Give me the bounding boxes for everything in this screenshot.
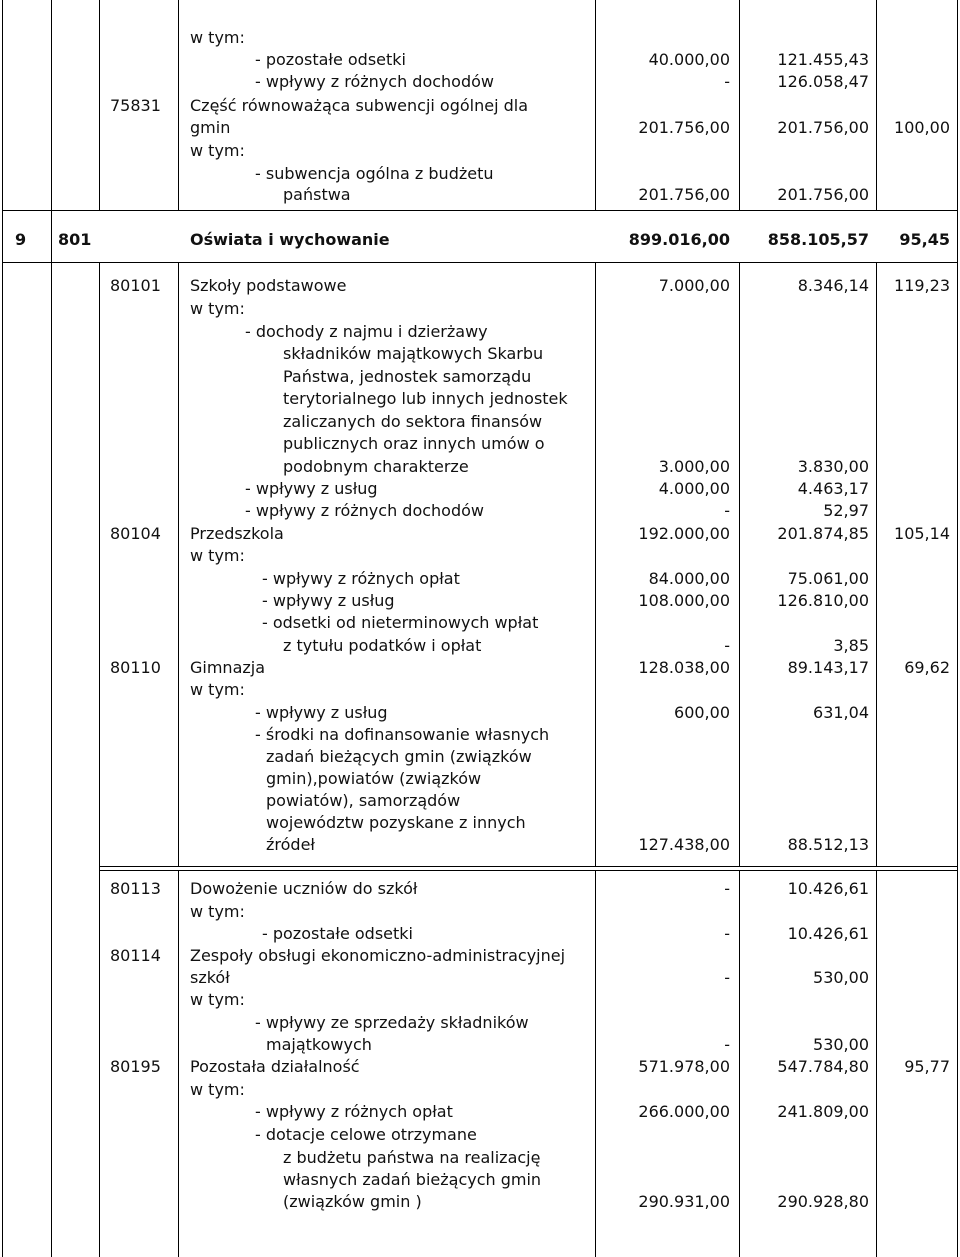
exec-value: 290.928,80 [777, 1192, 869, 1211]
grid-col-chapter [99, 0, 100, 210]
pct-value: 119,23 [894, 276, 950, 295]
exec-value: 89.143,17 [787, 658, 869, 677]
plan-value: 40.000,00 [648, 50, 730, 69]
chapter-code: 801 [58, 230, 92, 249]
exec-value: 126.058,47 [777, 72, 869, 91]
row-label: - wpływy z różnych opłat [262, 569, 460, 588]
row-label: w tym: [190, 1080, 245, 1099]
exec-value: 3,85 [833, 636, 869, 655]
row-label: Część równoważąca subwencji ogólnej dla [190, 96, 529, 115]
exec-value: 241.809,00 [777, 1102, 869, 1121]
grid-col-section [51, 0, 52, 262]
row-label: - pozostałe odsetki [255, 50, 406, 69]
exec-value: 52,97 [823, 501, 869, 520]
section-number: 9 [15, 230, 27, 249]
grid-col-plan [739, 0, 740, 210]
plan-value: - [724, 636, 730, 655]
row-label: zaliczanych do sektora finansów [283, 412, 543, 431]
row-label: - dotacje celowe otrzymane [255, 1125, 477, 1144]
row-label: podobnym charakterze [283, 457, 469, 476]
classification-code: 80113 [110, 879, 161, 898]
plan-value: 600,00 [674, 703, 730, 722]
grid-col-section-2 [51, 263, 52, 1257]
row-label: - środki na dofinansowanie własnych [255, 725, 550, 744]
row-label: gmin [190, 118, 231, 137]
row-label: własnych zadań bieżących gmin [283, 1170, 542, 1189]
row-label: Państwa, jednostek samorządu [283, 367, 532, 386]
row-label: terytorialnego lub innych jednostek [283, 389, 568, 408]
row-label: - wpływy z usług [255, 703, 388, 722]
row-label: - dochody z najmu i dzierżawy [245, 322, 488, 341]
grid-col-exec-3 [876, 870, 877, 1257]
grid-left-border [2, 0, 3, 262]
row-label: publicznych oraz innych umów o [283, 434, 545, 453]
exec-value: 201.874,85 [777, 524, 869, 543]
row-label: gmin),powiatów (związków [266, 769, 482, 788]
row-label: Pozostała działalność [190, 1057, 360, 1076]
grid-row-line [2, 210, 958, 211]
row-label: - pozostałe odsetki [262, 924, 413, 943]
plan-value: - [724, 501, 730, 520]
classification-code: 80110 [110, 658, 161, 677]
plan-value: 201.756,00 [638, 118, 730, 137]
exec-value: 547.784,80 [777, 1057, 869, 1076]
row-label: (związków gmin ) [283, 1192, 422, 1211]
row-label: - wpływy z różnych dochodów [255, 72, 494, 91]
grid-right-border [957, 0, 958, 1257]
pct-value: 95,77 [904, 1057, 950, 1076]
row-label: - wpływy z usług [262, 591, 395, 610]
grid-col-exec-2 [876, 263, 877, 866]
classification-code: 80114 [110, 946, 161, 965]
grid-row-line [2, 262, 958, 263]
row-label: - odsetki od nieterminowych wpłat [262, 613, 539, 632]
plan-value: 4.000,00 [658, 479, 730, 498]
row-label: Dowożenie uczniów do szkół [190, 879, 418, 898]
plan-value: 84.000,00 [648, 569, 730, 588]
row-label: - wpływy ze sprzedaży składników [255, 1013, 529, 1032]
plan-value: 571.978,00 [638, 1057, 730, 1076]
row-label: w tym: [190, 902, 245, 921]
grid-row-line [99, 866, 958, 867]
exec-value: 201.756,00 [777, 118, 869, 137]
row-label: zadań bieżących gmin (związków [266, 747, 532, 766]
classification-code: 75831 [110, 96, 161, 115]
plan-value: 290.931,00 [638, 1192, 730, 1211]
plan-value: - [724, 72, 730, 91]
plan-value: 201.756,00 [638, 185, 730, 204]
plan-value: - [724, 968, 730, 987]
grid-col-desc-3 [595, 870, 596, 1257]
row-label: w tym: [190, 28, 245, 47]
row-label: z tytułu podatków i opłat [283, 636, 482, 655]
plan-value: - [724, 924, 730, 943]
exec-value: 126.810,00 [777, 591, 869, 610]
row-label: Gimnazja [190, 658, 266, 677]
row-label: Oświata i wychowanie [190, 230, 390, 249]
grid-col-desc [595, 0, 596, 210]
pct-value: 69,62 [904, 658, 950, 677]
grid-left-border-2 [2, 263, 3, 1257]
row-label: w tym: [190, 546, 245, 565]
row-label: Przedszkola [190, 524, 284, 543]
exec-value: 8.346,14 [797, 276, 869, 295]
row-label: w tym: [190, 680, 245, 699]
exec-value: 858.105,57 [767, 230, 869, 249]
exec-value: 201.756,00 [777, 185, 869, 204]
grid-col-plan-2 [739, 263, 740, 866]
exec-value: 3.830,00 [797, 457, 869, 476]
grid-col-code-3 [178, 870, 179, 1257]
row-label: powiatów), samorządów [266, 791, 461, 810]
row-label: - wpływy z usług [245, 479, 378, 498]
row-label: Szkoły podstawowe [190, 276, 347, 295]
row-label: - wpływy z różnych dochodów [245, 501, 484, 520]
row-label: szkół [190, 968, 230, 987]
plan-value: 192.000,00 [638, 524, 730, 543]
grid-col-plan-3 [739, 870, 740, 1257]
row-label: - wpływy z różnych opłat [255, 1102, 453, 1121]
grid-row-line [99, 870, 958, 871]
row-label: - subwencja ogólna z budżetu [255, 164, 494, 183]
row-label: województw pozyskane z innych [266, 813, 526, 832]
row-label: składników majątkowych Skarbu [283, 344, 544, 363]
plan-value: - [724, 1035, 730, 1054]
grid-col-chapter-2 [99, 263, 100, 1257]
row-label: źródeł [266, 835, 315, 854]
row-label: w tym: [190, 299, 245, 318]
grid-col-desc-2 [595, 263, 596, 866]
exec-value: 10.426,61 [787, 924, 869, 943]
row-label: w tym: [190, 141, 245, 160]
plan-value: 266.000,00 [638, 1102, 730, 1121]
row-label: państwa [283, 185, 351, 204]
row-label: w tym: [190, 990, 245, 1009]
row-label: majątkowych [266, 1035, 372, 1054]
exec-value: 75.061,00 [787, 569, 869, 588]
row-label: z budżetu państwa na realizację [283, 1148, 541, 1167]
pct-value: 100,00 [894, 118, 950, 137]
exec-value: 530,00 [813, 1035, 869, 1054]
grid-col-code [178, 0, 179, 210]
classification-code: 80104 [110, 524, 161, 543]
exec-value: 121.455,43 [777, 50, 869, 69]
plan-value: 127.438,00 [638, 835, 730, 854]
plan-value: 108.000,00 [638, 591, 730, 610]
classification-code: 80101 [110, 276, 161, 295]
pct-value: 95,45 [899, 230, 950, 249]
exec-value: 10.426,61 [787, 879, 869, 898]
plan-value: 128.038,00 [638, 658, 730, 677]
grid-col-exec [876, 0, 877, 210]
exec-value: 88.512,13 [787, 835, 869, 854]
plan-value: 899.016,00 [628, 230, 730, 249]
plan-value: 3.000,00 [658, 457, 730, 476]
plan-value: - [724, 879, 730, 898]
exec-value: 4.463,17 [797, 479, 869, 498]
row-label: Zespoły obsługi ekonomiczno-administracyjnej [190, 946, 566, 965]
exec-value: 530,00 [813, 968, 869, 987]
exec-value: 631,04 [813, 703, 869, 722]
pct-value: 105,14 [894, 524, 950, 543]
grid-col-code-2 [178, 263, 179, 866]
classification-code: 80195 [110, 1057, 161, 1076]
plan-value: 7.000,00 [658, 276, 730, 295]
